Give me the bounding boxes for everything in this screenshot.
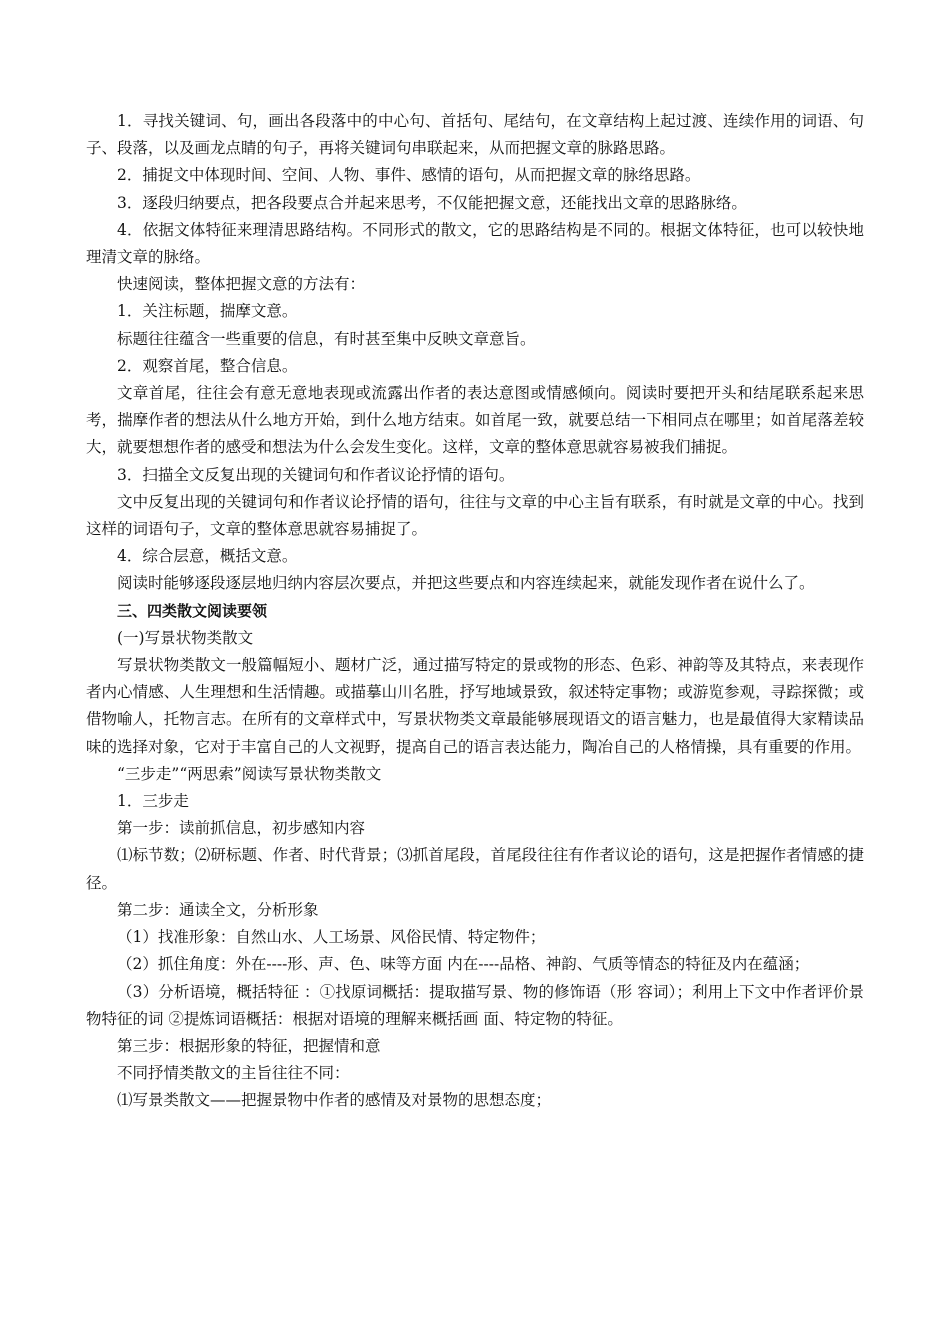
paragraph: 文中反复出现的关键词句和作者议论抒情的语句，往往与文章的中心主旨有联系，有时就是文章的中心。找到这样的词语句子，文章的整体意思就容易捕捉了。	[86, 492, 864, 539]
paragraph: 写景状物类散文一般篇幅短小、题材广泛，通过描写特定的景或物的形态、色彩、神韵等及其特点，来表现作者内心情感、人生理想和生活情趣。或描摹山川名胜，抒写地域景致，叙述特定事物；或游览参观，寻踪探微；或借物喻人，托物言志。在所有的文章样式中，写景状物类文章最能够展现语文的语言魅力，也是最值得大家精读品味的选择对象，它对于丰富自己的人文视野，提高自己的语言表达能力，陶冶自己的人格情操，具有重要的作用。	[86, 656, 864, 756]
paragraph: （1）找准形象：自然山水、人工场景、风俗民情、特定物件；	[117, 928, 546, 947]
paragraph: 第二步：通读全文，分析形象	[117, 900, 319, 919]
paragraph: 阅读时能够逐段逐层地归纳内容层次要点，并把这些要点和内容连续起来，就能发现作者在说什么了。	[117, 574, 815, 593]
paragraph: “三步走”“两思索”阅读写景状物类散文	[117, 764, 382, 783]
paragraph: 文章首尾，往往会有意无意地表现或流露出作者的表达意图或情感倾向。阅读时要把开头和结尾联系起来思考，揣摩作者的想法从什么地方开始，到什么地方结束。如首尾一致，就要总结一下相同点在哪里；如首尾落差较大，就要想想作者的感受和想法为什么会发生变化。这样，文章的整体意思就容易被我们捕捉。	[86, 384, 864, 457]
section-heading: 三、四类散文阅读要领	[117, 601, 268, 620]
paragraph: （2）抓住角度：外在----形、声、色、味等方面 内在----品格、神韵、气质等情态的特征及内在蕴涵；	[117, 955, 810, 974]
paragraph: ⑴标节数；⑵研标题、作者、时代背景；⑶抓首尾段，首尾段往往有作者议论的语句，这是把握作者情感的捷径。	[86, 846, 864, 892]
paragraph: 1．关注标题，揣摩文意。	[117, 302, 298, 321]
document-body	[86, 108, 864, 1115]
paragraph: 4．综合层意，概括文意。	[117, 547, 298, 566]
paragraph: （3）分析语境，概括特征 ：①找原词概括：提取描写景、物的修饰语（形 容词）；利用上下文中作者评价景物特征的词 ②提炼词语概括：根据对语境的理解来概括画 面、特定物的特征。	[86, 982, 864, 1028]
paragraph: 快速阅读，整体把握文意的方法有：	[117, 275, 366, 294]
paragraph: 2．观察首尾，整合信息。	[117, 356, 298, 375]
paragraph: 第一步：读前抓信息，初步感知内容	[117, 819, 366, 838]
subsection-heading: (一)写景状物类散文	[117, 628, 254, 647]
paragraph: ⑴写景类散文——把握景物中作者的感情及对景物的思想态度；	[117, 1091, 552, 1110]
paragraph: 第三步：根据形象的特征，把握情和意	[117, 1036, 381, 1055]
paragraph: 不同抒情类散文的主旨往往不同：	[117, 1064, 350, 1083]
paragraph: 3．扫描全文反复出现的关键词句和作者议论抒情的语句。	[117, 465, 515, 484]
paragraph: 标题往往蕴含一些重要的信息，有时甚至集中反映文章意旨。	[117, 329, 536, 348]
paragraph: 1．寻找关键词、句，画出各段落中的中心句、首括句、尾结句，在文章结构上起过渡、连续作用的词语、句子、段落，以及画龙点睛的句子，再将关键词句串联起来，从而把握文章的脉路思路。	[86, 112, 864, 158]
paragraph: 4．依据文体特征来理清思路结构。不同形式的散文，它的思路结构是不同的。根据文体特征，也可以较快地理清文章的脉络。	[86, 220, 864, 267]
paragraph: 1．三步走	[117, 792, 189, 811]
paragraph: 2．捕捉文中体现时间、空间、人物、事件、感情的语句，从而把握文章的脉络思路。	[117, 166, 701, 185]
paragraph: 3．逐段归纳要点，把各段要点合并起来思考，不仅能把握文意，还能找出文章的思路脉络。	[117, 193, 747, 212]
